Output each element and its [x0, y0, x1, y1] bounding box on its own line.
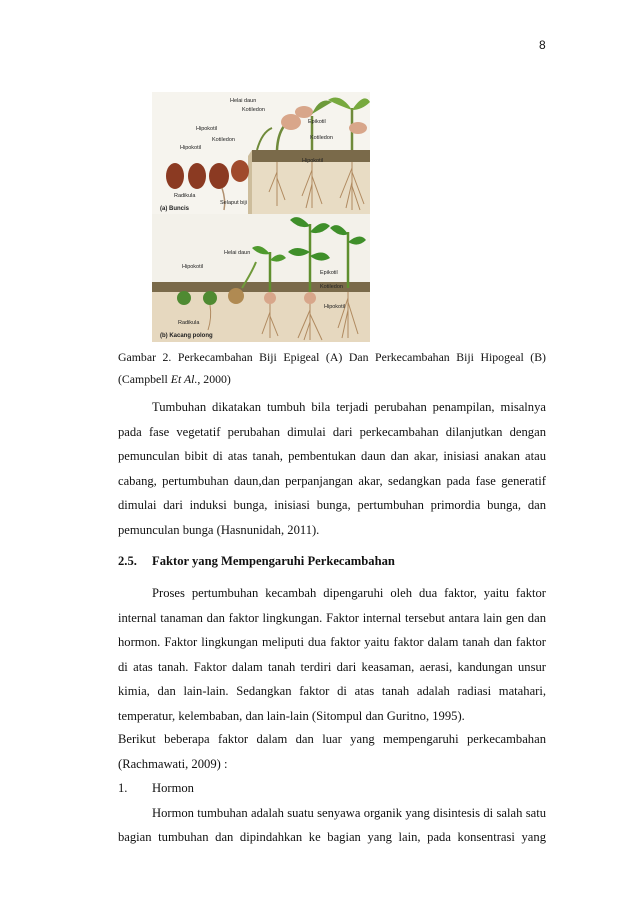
panel-b-pea	[152, 214, 370, 342]
paragraph-1-line-5: dimulai dari induksi bunga, inisiasi bunga, pertumbuhan primordia bunga, dan	[118, 498, 546, 512]
fig-label-helai-daun-b: Helai daun	[224, 250, 251, 256]
paragraph-2-line-2: internal tanaman dan faktor lingkungan. Faktor internal tersebut antara lain gen dan	[118, 611, 546, 625]
fig-label-hipokotil-a2: Hipokotil	[180, 145, 202, 151]
page-number: 8	[539, 38, 546, 52]
figure-caption-line2: (Campbell Et Al., 2000)	[118, 372, 231, 386]
fig-panel-a-label: (a) Buncis	[160, 206, 190, 212]
paragraph-3-line-1: Berikut beberapa faktor dalam dan luar yang mempengaruhi perkecambahan	[118, 732, 546, 746]
fig-label-epikotil-a: Epikotil	[308, 119, 326, 125]
fig-label-radikula-b: Radikula	[178, 320, 200, 326]
fig-label-hipokotil-a3: Hipokotil	[302, 158, 324, 164]
fig-label-helai-daun-a: Helai daun	[230, 98, 257, 104]
fig-label-epikotil-b: Epikotil	[320, 270, 338, 276]
fig-panel-b-label: (b) Kacang polong	[160, 333, 213, 339]
fig-label-selaput-biji: Selaput biji	[220, 200, 247, 206]
paragraph-4-line-2: bagian tumbuhan dan dipindahkan ke bagian yang lain, pada konsentrasi yang	[118, 830, 546, 844]
panel-a-bean	[152, 92, 370, 214]
paragraph-2-line-3: hormon. Faktor lingkungan meliputi dua faktor yaitu faktor dalam tanah dan faktor	[118, 635, 546, 649]
section-heading	[118, 549, 546, 574]
paragraph-1-line-2: pada fase vegetatif perubahan dimulai dari perkecambahan dilanjutkan dengan	[118, 425, 546, 439]
fig-label-hipokotil-b1: Hipokotil	[182, 264, 204, 270]
paragraph-3-line-2: (Rachmawati, 2009) :	[118, 757, 228, 771]
fig-label-hipokotil-a1: Hipokotil	[196, 126, 218, 132]
list-item-hormon	[118, 776, 546, 801]
list-item-number: 1.	[118, 781, 128, 795]
paragraph-1-line-6: pemunculan bunga (Hasnunidah, 2011).	[118, 523, 320, 537]
fig-label-kotiledon-a2: Kotiledon	[310, 135, 333, 141]
paragraph-2-line-5: kimia, dan lain-lain. Sedangkan faktor di atas tanah adalah radiasi matahari,	[118, 684, 546, 698]
paragraph-1-line-4: cabang, pertumbuhan daun,dan perpanjangan akar, sedangkan pada fase generatif	[118, 474, 546, 488]
fig-label-kotiledon-a3: Kotiledon	[212, 137, 235, 143]
paragraph-1-line-3: pemunculan bibit di atas tanah, pembentukan daun dan akar, inisiasi anakan atau	[118, 449, 546, 463]
paragraph-1-line-1: Tumbuhan dikatakan tumbuh bila terjadi perubahan penampilan, misalnya	[152, 400, 546, 414]
paragraph-4-line-1: Hormon tumbuhan adalah suatu senyawa organik yang disintesis di salah satu	[152, 806, 546, 820]
paragraph-2-line-4: di atas tanah. Faktor dalam tanah terdiri dari keasaman, aerasi, kandungan unsur	[118, 660, 546, 674]
section-title: Faktor yang Mempengaruhi Perkecambahan	[152, 554, 395, 568]
fig-label-kotiledon-b: Kotiledon	[320, 284, 343, 290]
fig-label-hipokotil-b2: Hipokotil	[324, 304, 346, 310]
fig-label-radikula-a: Radikula	[174, 193, 196, 199]
paragraph-2-line-6: temperatur, kelembaban, dan lain-lain (Sitompul dan Guritno, 1995).	[118, 709, 465, 723]
figure-caption-line1: Gambar 2. Perkecambahan Biji Epigeal (A) Dan Perkecambahan Biji Hipogeal (B)	[118, 350, 546, 364]
germination-figure	[152, 92, 370, 342]
list-item-label: Hormon	[152, 781, 194, 795]
fig-label-kotiledon-a1: Kotiledon	[242, 107, 265, 113]
paragraph-2-line-1: Proses pertumbuhan kecambah dipengaruhi oleh dua faktor, yaitu faktor	[152, 586, 546, 600]
section-number: 2.5.	[118, 554, 137, 568]
